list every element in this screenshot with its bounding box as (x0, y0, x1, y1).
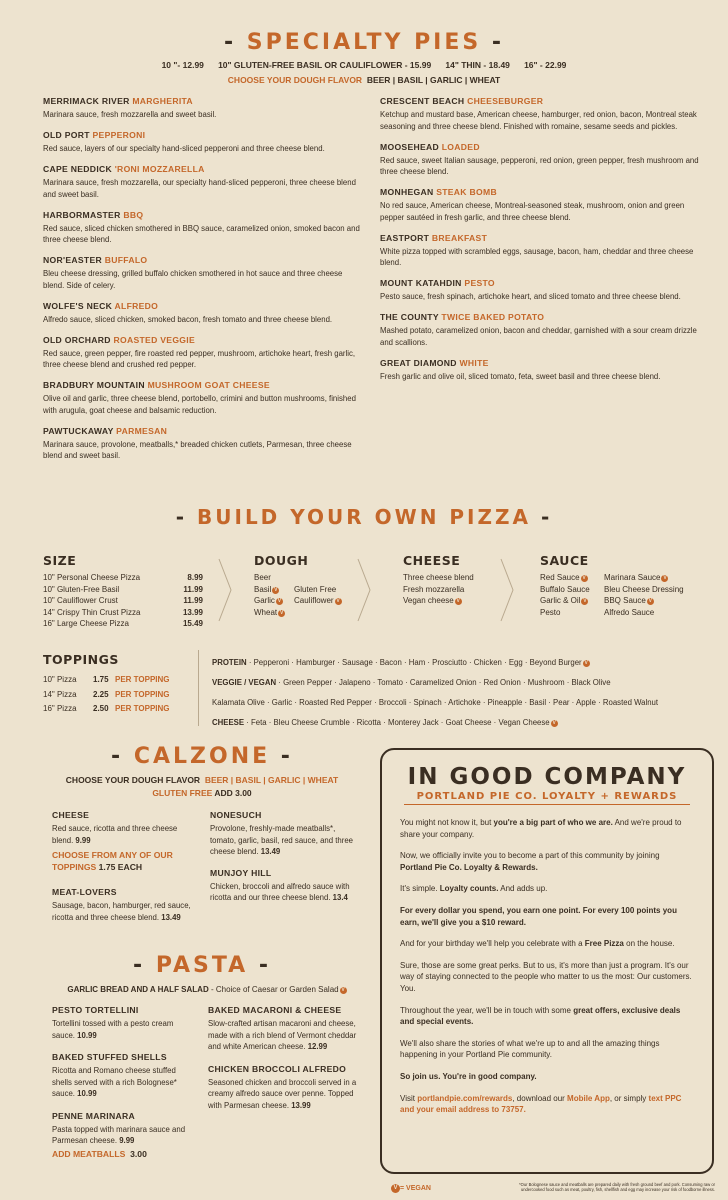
cheese-column (403, 553, 513, 607)
loyalty-p8: We'll also share the stories of what we're up to and all the amazing things happening in your Portland Pie community. (400, 1038, 660, 1060)
vegan-icon: V (341, 987, 345, 993)
dough-option: Beer (254, 573, 271, 582)
calzone-header (43, 744, 361, 769)
toppings-list (212, 653, 717, 733)
size-heading: SIZE (43, 553, 77, 568)
dough-list-2 (294, 572, 342, 618)
pie-description: Marinara sauce, fresh mozzarella, our specialty hand-sliced pepperoni, three cheese blend and sweet basil. (43, 178, 356, 199)
pie-name: CRESCENT BEACH CHEESEBURGER (380, 96, 544, 106)
loyalty-p9: So join us. You're in good company. (400, 1071, 537, 1081)
vegan-icon: V (582, 575, 586, 581)
pie-item (43, 380, 361, 416)
pasta-header (43, 953, 361, 978)
pie-name: MOOSEHEAD LOADED (380, 141, 480, 152)
price-10: 10 "- 12.99 (161, 60, 204, 70)
pie-description: Mashed potato, caramelized onion, bacon and cheddar, garnished with a sour cream drizzle and scallions. (380, 326, 697, 347)
pie-name: MONHEGAN STEAK BOMB (380, 187, 497, 197)
rewards-link[interactable]: portlandpie.com/rewards (417, 1093, 513, 1103)
sauce-option: Buffalo Sauce (540, 584, 590, 594)
pie-description: Fresh garlic and olive oil, sliced tomato, feta, sweet basil and three cheese blend. (380, 371, 661, 381)
pie-description: No red sauce, American cheese, Montreal-seasoned steak, mushroom, onion and green pepper sautéed in fresh garlic, and three cheese blend. (380, 201, 685, 222)
calzone-munjoy-title: MUNJOY HILL (210, 867, 272, 878)
loyalty-p10: Visit portlandpie.com/rewards, download our Mobile App, or simply text PPC and your email address to 73757. (400, 1093, 682, 1115)
chevron-right-icon (357, 558, 371, 622)
byo-header (0, 505, 728, 529)
pie-item (380, 358, 700, 383)
cheese-option: Fresh mozzarella (403, 584, 465, 594)
vegan-icon: V (552, 720, 556, 726)
sauce-option: Alfredo Sauce (604, 607, 655, 617)
toppings-heading: TOPPINGS (43, 652, 119, 667)
chevron-right-icon (218, 558, 232, 622)
pie-description: Alfredo sauce, sliced chicken, smoked bacon, fresh tomato and three cheese blend. (43, 314, 333, 324)
vegan-icon: V (584, 660, 588, 666)
loyalty-p1: You might not know it, but you're a big part of who we are. And we're proud to share your company. (400, 818, 682, 839)
pie-item (380, 96, 700, 132)
vegan-icon: V (391, 1184, 400, 1193)
section-title: - SPECIALTY PIES - (223, 30, 505, 55)
size-row: 14" Crispy Thin Crust Pizza 13.99 (43, 607, 203, 617)
pie-item (43, 130, 361, 155)
sauce-option: BBQ Sauce V (604, 596, 652, 606)
vegan-icon: V (336, 598, 340, 605)
dough-column (254, 553, 364, 618)
calzone-left (52, 810, 192, 923)
veggie-row-2: Kalamata Olive · Garlic · Roasted Red Pepper · Broccoli · Spinach · Artichoke · Pineapple · Basil · Pear · Apple · Roasted Walnut (212, 698, 659, 707)
pie-description: Ketchup and mustard base, American cheese, hamburger, red onion, bacon, Montreal steak seasoning and three cheese blend. Finished with romaine, sesame seeds and pickles. (380, 110, 697, 131)
mobile-app-link[interactable]: Mobile App (567, 1093, 610, 1103)
pie-name: GREAT DIAMOND WHITE (380, 357, 489, 368)
vegan-icon: V (277, 598, 282, 605)
dough-flavor-line: CHOOSE YOUR DOUGH FLAVOR BEER | BASIL | GARLIC | WHEAT (227, 75, 501, 85)
price-14: 14" THIN - 18.49 (445, 60, 510, 70)
pasta-item-desc: Seasoned chicken and broccoli served in a creamy alfredo sauce over penne. Topped with Parmesan cheese. 13.99 (208, 1077, 357, 1110)
calzone-cheese-desc: Red sauce, ricotta and three cheese blend. 9.99 (52, 824, 178, 845)
specialty-header (0, 30, 728, 55)
pie-name: CAPE NEDDICK 'RONI MOZZARELLA (43, 164, 205, 174)
calzone-toppings-note: CHOOSE FROM ANY OF OUR TOPPINGS 1.75 EACH (52, 850, 173, 872)
pasta-item-title: CHICKEN BROCCOLI ALFREDO (208, 1063, 347, 1074)
pasta-item-title: PENNE MARINARA (52, 1110, 135, 1121)
price-16: 16" - 22.99 (524, 60, 567, 70)
dough-option: Garlic V (254, 596, 282, 606)
loyalty-p7: Throughout the year, we'll be in touch with some great offers, exclusive deals and special events. (400, 1005, 681, 1027)
loyalty-p2: Now, we officially invite you to become a part of this community by joining Portland Pie Co. Loyalty & Rewards. (400, 851, 660, 872)
cheese-heading: CHEESE (403, 553, 461, 568)
calzone-munjoy-desc: Chicken, broccoli and alfredo sauce with ricotta and our three cheese blend. 13.4 (210, 881, 350, 902)
dough-option: Wheat V (254, 607, 284, 617)
pie-description: Red sauce, sweet Italian sausage, pepperoni, red onion, green pepper, fresh mushroom and three cheese blend. (380, 155, 699, 176)
chevron-right-icon (500, 558, 514, 622)
pie-description: White pizza topped with scrambled eggs, sausage, bacon, ham, cheddar and three cheese blend. (380, 246, 694, 267)
pie-name: EASTPORT BREAKFAST (380, 232, 488, 243)
size-row: 10" Personal Cheese Pizza 8.99 (43, 573, 203, 582)
add-meatballs: ADD MEATBALLS 3.00 (52, 1148, 147, 1159)
calzone-right (210, 810, 355, 904)
size-column (43, 553, 203, 630)
pies-left-column (43, 96, 361, 471)
sauce-option: Pesto (540, 607, 561, 617)
dough-option: Basil V (254, 584, 278, 594)
pasta-right (208, 1005, 358, 1111)
pie-item (380, 312, 700, 348)
topping-price-row: 10" Pizza 1.75 PER TOPPING (43, 675, 170, 684)
section-title: - CALZONE - (111, 744, 293, 769)
pies-right-column (380, 96, 700, 392)
loyalty-subtitle: PORTLAND PIE CO. LOYALTY + REWARDS (404, 791, 690, 805)
loyalty-p3: It's simple. Loyalty counts. And adds up. (400, 884, 548, 894)
pie-name: OLD PORT PEPPERONI (43, 130, 146, 140)
pie-description: Marinara sauce, fresh mozzarella and sweet basil. (43, 110, 217, 119)
pie-item (380, 142, 700, 178)
pie-name: NOR'EASTER BUFFALO (43, 255, 148, 265)
dough-option: Gluten Free (294, 584, 337, 594)
sauce-option: Bleu Cheese Dressing (604, 584, 684, 594)
pie-item (43, 335, 361, 371)
loyalty-title: IN GOOD COMPANY (407, 764, 687, 790)
pie-item (43, 426, 361, 462)
section-title: - PASTA - (133, 953, 271, 978)
pie-description: Bleu cheese dressing, grilled buffalo chicken smothered in hot sauce and three cheese blend. Side of celery. (43, 269, 343, 290)
size-row: 10" Gluten-Free Basil 11.99 (43, 584, 203, 594)
pie-description: Olive oil and garlic, three cheese blend, portobello, crimini and button mushrooms, finished with arugula, goat cheese and balsamic reduction. (43, 394, 356, 415)
cheese-option: Vegan cheese V (403, 596, 460, 606)
pasta-item-title: PESTO TORTELLINI (52, 1005, 139, 1015)
vegan-icon: V (279, 609, 284, 616)
vegan-icon: V (274, 586, 278, 593)
pie-name: HARBORMASTER BBQ (43, 209, 144, 220)
calzone-nonesuch-title: NONESUCH (210, 810, 262, 820)
sauce-column (540, 553, 715, 618)
loyalty-p4: For every dollar you spend, you earn one point. For every 100 points you earn, we'll give you a $10 reward. (400, 905, 677, 927)
pie-description: Red sauce, green pepper, fire roasted red pepper, mushroom, artichoke heart, fresh garlic, three cheese blend and crushed red pepper. (43, 348, 356, 369)
loyalty-card (380, 748, 714, 1174)
calzone-nonesuch-desc: Provolone, freshly-made meatballs*, tomato, garlic, basil, red sauce, and three cheese blend. 13.49 (210, 824, 354, 856)
vegan-icon: V (583, 598, 587, 605)
sauce-option: Marinara Sauce V (604, 573, 667, 582)
size-row: 16" Large Cheese Pizza 15.49 (43, 619, 203, 629)
dough-list-1 (254, 572, 294, 618)
divider (198, 650, 199, 726)
vegan-icon: V (663, 575, 667, 581)
pie-item (380, 187, 700, 223)
pie-item (43, 164, 361, 200)
pie-name: PAWTUCKAWAY PARMESAN (43, 425, 168, 436)
price-gf: 10" GLUTEN-FREE BASIL OR CAULIFLOWER - 15.99 (218, 60, 432, 70)
pie-name: MERRIMACK RIVER MARGHERITA (43, 96, 193, 106)
vegan-icon: V (648, 598, 652, 605)
pie-item (43, 96, 361, 121)
sauce-option: Red Sauce V (540, 573, 586, 582)
dough-heading: DOUGH (254, 553, 309, 568)
veggie-row: VEGGIE / VEGAN · Green Pepper · Jalapeno · Tomato · Caramelized Onion · Red Onion · Mushroom · Black Olive (212, 678, 611, 687)
footnote: *Our Bolognese sauce and meatballs are prepared daily with fresh ground beef and pork. Consuming raw or undercooked food such as meat, poultry, fish, shellfish and egg may increase your risk of foodborne illness. (519, 1182, 715, 1193)
toppings-price-list (43, 673, 203, 717)
pie-name: MOUNT KATAHDIN PESTO (380, 278, 495, 288)
cheese-row: CHEESE · Feta · Bleu Cheese Crumble · Ricotta · Monterey Jack · Goat Cheese · Vegan Cheese V (212, 718, 556, 727)
pasta-item-desc: Slow-crafted artisan macaroni and cheese, made with a rich blend of Vermont cheddar and white American cheese. 12.99 (208, 1019, 357, 1051)
sauce-option: Garlic & Oil V (540, 596, 587, 606)
pie-description: Red sauce, sliced chicken smothered in BBQ sauce, caramelized onion, smoked bacon and three cheese blend. (43, 223, 360, 244)
topping-price-row: 16" Pizza 2.50 PER TOPPING (43, 704, 170, 713)
size-list (43, 572, 203, 630)
size-row: 10" Cauliflower Crust 11.99 (43, 596, 203, 606)
pasta-item-desc: Ricotta and Romano cheese stuffed shells served with a rich Bolognese* sauce. 10.99 (52, 1066, 177, 1098)
pie-name: THE COUNTY TWICE BAKED POTATO (380, 312, 545, 322)
pasta-item-desc: Tortellini tossed with a pesto cream sauce. 10.99 (52, 1019, 174, 1040)
pasta-subtitle: GARLIC BREAD AND A HALF SALAD - Choice of Caesar or Garden Salad V (67, 985, 345, 994)
pasta-item-title: BAKED STUFFED SHELLS (52, 1052, 167, 1062)
cheese-option: Three cheese blend (403, 573, 474, 582)
cheese-list (403, 572, 513, 607)
pie-item (43, 210, 361, 246)
pie-item (380, 278, 700, 303)
pie-item (43, 301, 361, 326)
pie-item (380, 233, 700, 269)
pie-prices (0, 60, 728, 70)
pasta-item-title: BAKED MACARONI & CHEESE (208, 1005, 342, 1015)
vegan-icon: V (456, 598, 460, 605)
toppings-column (43, 652, 203, 717)
loyalty-p6: Sure, those are some great perks. But to us, it's more than just a program. It's our way of staying connected to the people who matter to us the most: Our customers. You. (400, 960, 692, 993)
sauce-list-2 (604, 572, 684, 618)
pie-name: BRADBURY MOUNTAIN MUSHROOM GOAT CHEESE (43, 380, 270, 390)
section-title: - BUILD YOUR OWN PIZZA - (175, 505, 553, 529)
calzone-cheese-title: CHEESE (52, 810, 90, 820)
pie-description: Pesto sauce, fresh spinach, artichoke heart, and sliced tomato and three cheese blend. (380, 292, 681, 301)
pie-name: OLD ORCHARD ROASTED VEGGIE (43, 334, 196, 345)
sauce-heading: SAUCE (540, 553, 589, 568)
sauce-list-1 (540, 572, 604, 618)
dough-option: Cauliflower V (294, 596, 340, 606)
pie-item (43, 255, 361, 291)
pasta-left (52, 1005, 192, 1159)
calzone-meat-desc: Sausage, bacon, hamburger, red sauce, ricotta and three cheese blend. 13.49 (52, 901, 191, 922)
protein-row: PROTEIN · Pepperoni · Hamburger · Sausage · Bacon · Ham · Prosciutto · Chicken · Egg · Beyond Burger V (212, 658, 588, 667)
calzone-meat-title: MEAT-LOVERS (52, 887, 117, 897)
pasta-item-desc: Pasta topped with marinara sauce and Parmesan cheese. 9.99 (52, 1124, 186, 1145)
pie-name: WOLFE'S NECK ALFREDO (43, 300, 159, 311)
topping-price-row: 14" Pizza 2.25 PER TOPPING (43, 689, 170, 699)
calzone-dough: CHOOSE YOUR DOUGH FLAVOR BEER | BASIL | GARLIC | WHEAT GLUTEN FREE ADD 3.00 (65, 775, 339, 798)
vegan-legend: V = VEGAN (390, 1184, 431, 1193)
pie-description: Red sauce, layers of our specialty hand-sliced pepperoni and three cheese blend. (43, 144, 325, 153)
pie-description: Marinara sauce, provolone, meatballs,* breaded chicken cutlets, Parmesan, three cheese blend and sweet basil. (43, 439, 352, 460)
loyalty-p5: And for your birthday we'll help you celebrate with a Free Pizza on the house. (400, 939, 675, 949)
